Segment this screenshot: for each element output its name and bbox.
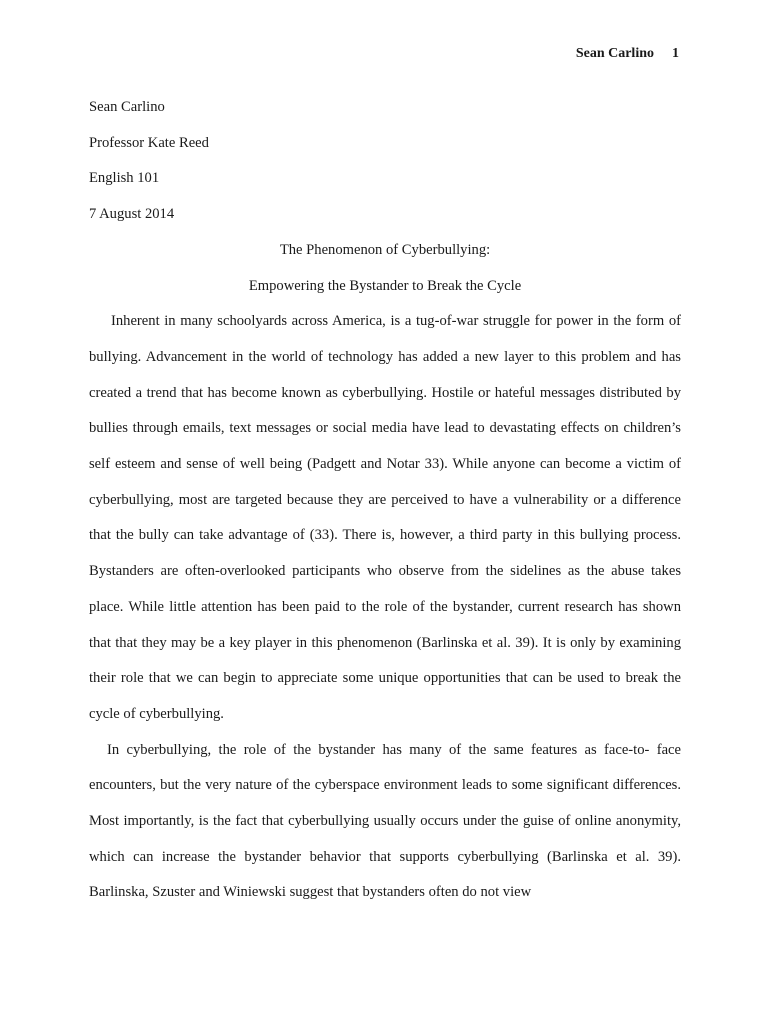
header-page-number: 1 [672, 46, 679, 61]
essay-title-line-2: Empowering the Bystander to Break the Cycle [248, 277, 522, 294]
essay-date: 7 August 2014 [89, 206, 175, 223]
body-paragraph-2: In cyberbullying, the role of the bystander has many of the same features as face-to- face encounters, but the very nature of the cyberspace environment leads to some significant differences. Most importantly, is the fact that cyberbullying usually occurs under the guise of online anonymity, which can increase the bystander behavior that supports cyberbullying (Barlinska et al. 39). Barlinska, Szuster and Winiewski suggest that bystanders often do not view [89, 741, 681, 901]
header-author-name: Sean Carlino [575, 46, 654, 61]
essay-title-line-1: The Phenomenon of Cyberbullying: [279, 241, 491, 258]
student-name: Sean Carlino [89, 99, 165, 115]
essay-body [89, 90, 681, 911]
course-name: English 101 [89, 170, 160, 187]
body-paragraph-1: Inherent in many schoolyards across America, is a tug-of-war struggle for power in the form of bullying. Advancement in the world of technology has added a new layer to this problem and has created a trend that has become known as cyberbullying. Hostile or hateful messages distributed by bullies through emails, text messages or social media have lead to devastating effects on children’s self esteem and sense of well being (Padgett and Notar 33). While anyone can become a victim of cyberbullying, most are targeted because they are perceived to have a vulnerability or a difference that the bully can take advantage of (33). There is, however, a third party in this bullying process. Bystanders are often-overlooked participants who observe from the sidelines as the abuse takes place. While little attention has been paid to the role of the bystander, current research has shown that that they may be a key player in this phenomenon (Barlinska et al. 39). It is only by examining their role that we can begin to appreciate some unique opportunities that can be used to break the cycle of cyberbullying. [89, 313, 681, 722]
instructor-name: Professor Kate Reed [89, 134, 209, 151]
running-header [576, 46, 679, 62]
